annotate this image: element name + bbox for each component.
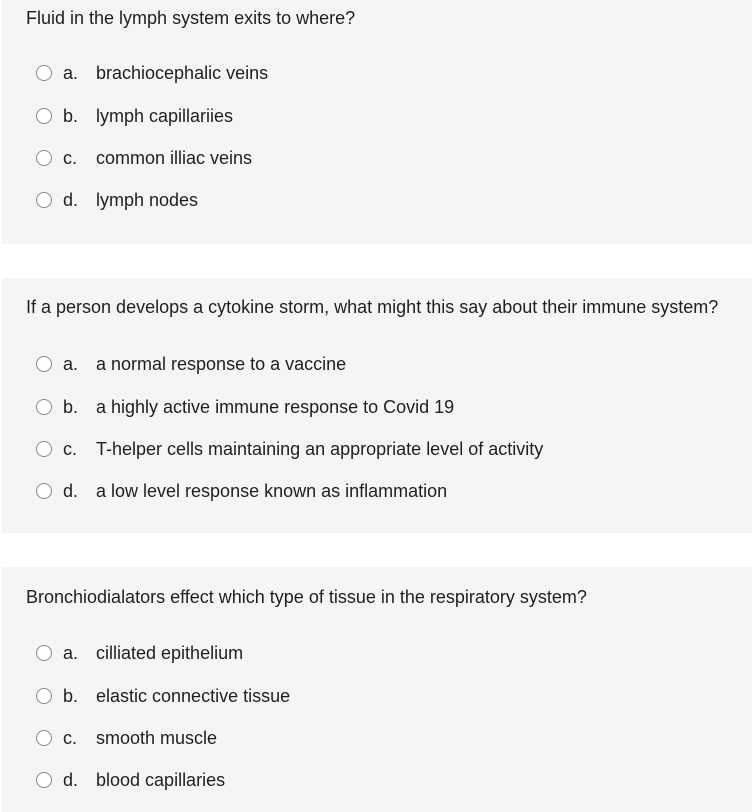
option-label[interactable]: cilliated epithelium	[96, 642, 244, 663]
option-a[interactable]	[36, 640, 244, 666]
option-letter: b.	[63, 685, 79, 706]
option-c[interactable]	[36, 725, 218, 751]
option-b[interactable]	[36, 683, 291, 709]
option-label[interactable]: a low level response known as inflammation	[96, 480, 448, 501]
radio-button[interactable]	[36, 441, 52, 457]
radio-button[interactable]	[36, 399, 52, 415]
radio-button[interactable]	[36, 772, 52, 788]
question-card-1	[2, 0, 752, 244]
radio-button[interactable]	[36, 645, 52, 661]
option-label[interactable]: smooth muscle	[96, 727, 218, 748]
option-letter: c.	[63, 727, 78, 748]
radio-button[interactable]	[36, 483, 52, 499]
option-d[interactable]	[36, 478, 448, 504]
radio-button[interactable]	[36, 150, 52, 166]
option-d[interactable]	[36, 187, 199, 213]
option-label[interactable]: lymph capillariies	[96, 105, 234, 126]
option-a[interactable]	[36, 351, 347, 377]
radio-button[interactable]	[36, 192, 52, 208]
option-letter: b.	[63, 396, 79, 417]
option-label[interactable]: a highly active immune response to Covid 19	[96, 396, 455, 417]
question-text: Bronchiodialators effect which type of tissue in the respiratory system?	[26, 587, 587, 607]
option-letter: a.	[63, 353, 79, 374]
option-letter: d.	[63, 189, 79, 210]
option-label[interactable]: a normal response to a vaccine	[96, 353, 347, 374]
option-label[interactable]: elastic connective tissue	[96, 685, 291, 706]
radio-button[interactable]	[36, 730, 52, 746]
option-c[interactable]	[36, 145, 253, 171]
radio-button[interactable]	[36, 65, 52, 81]
radio-button[interactable]	[36, 108, 52, 124]
radio-button[interactable]	[36, 356, 52, 372]
option-b[interactable]	[36, 394, 455, 420]
option-b[interactable]	[36, 103, 234, 129]
option-label[interactable]: lymph nodes	[96, 189, 199, 210]
option-label[interactable]: T-helper cells maintaining an appropriate level of activity	[96, 438, 544, 459]
option-label[interactable]: common illiac veins	[96, 147, 253, 168]
question-card-3	[2, 567, 752, 812]
option-a[interactable]	[36, 60, 269, 86]
question-card-2	[2, 278, 752, 533]
question-text: Fluid in the lymph system exits to where?	[26, 8, 356, 28]
option-letter: d.	[63, 480, 79, 501]
option-letter: a.	[63, 62, 79, 83]
option-label[interactable]: brachiocephalic veins	[96, 62, 269, 83]
option-d[interactable]	[36, 767, 226, 793]
radio-button[interactable]	[36, 688, 52, 704]
option-letter: d.	[63, 769, 79, 790]
option-letter: a.	[63, 642, 79, 663]
option-letter: c.	[63, 147, 78, 168]
option-letter: c.	[63, 438, 78, 459]
option-c[interactable]	[36, 436, 544, 462]
option-label[interactable]: blood capillaries	[96, 769, 226, 790]
option-letter: b.	[63, 105, 79, 126]
question-text: If a person develops a cytokine storm, what might this say about their immune system?	[26, 297, 719, 317]
